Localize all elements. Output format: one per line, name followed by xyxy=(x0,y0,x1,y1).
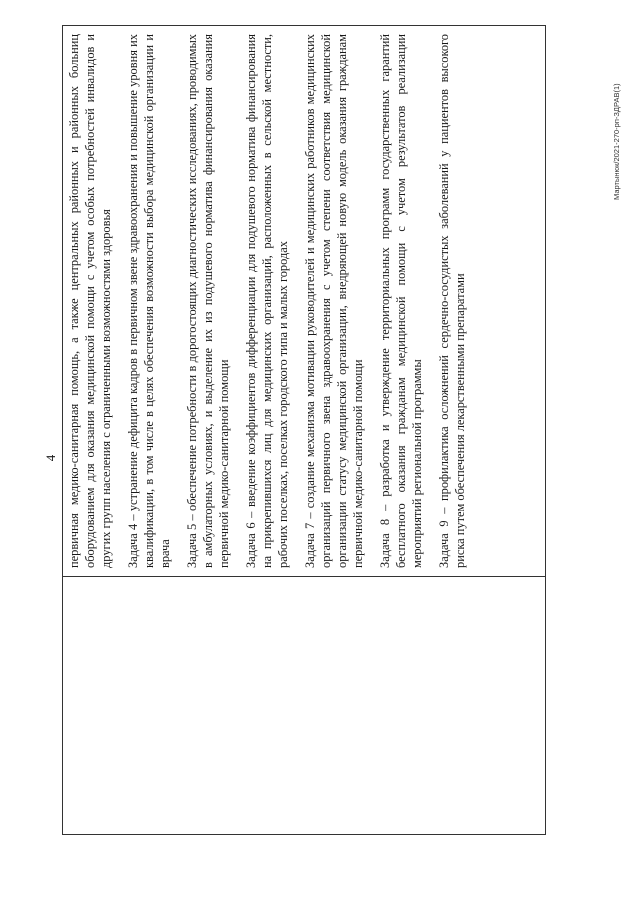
page-number: 4 xyxy=(43,454,58,462)
task-4-text: Задача 4 – устранение дефицита кадров в первичном звене здравоохранения и повышение уровня их квалификации, в том числе в целях обеспечения возможности выбора медицинской организации и врача xyxy=(126,34,172,568)
document-code-footer: Мартынюк/2021-270-рп-ЗДРАВ(1) xyxy=(612,83,621,200)
task-9-text: Задача 9 – профилактика осложнений сердечно-сосудистых заболеваний у пациентов высокого риска путем обеспечения лекарственными препаратами xyxy=(437,34,467,568)
tasks-table xyxy=(62,25,546,835)
task-7-text: Задача 7 – создание механизма мотивации руководителей и медицинских работников медицинских организаций первичного звена здравоохранения с учетом степени соответствия медицинской организации статусу медицинской организации, внедряющей новую модель оказания гражданам первичной медико-санитарной помощи xyxy=(303,34,365,568)
task-continuation-text: первичная медико-санитарная помощь, а также центральных районных и районных больниц оборудованием для оказания медицинской помощи с учетом особых потребностей инвалидов и других групп населения с ограниченными возможностями здоровья xyxy=(67,34,113,568)
table-row xyxy=(63,26,546,835)
tasks-cell xyxy=(63,26,546,577)
task-5-text: Задача 5 – обеспечение потребности в дорогостоящих диагностических исследованиях, проводимых в амбулаторных условиях, и выделение их из подушевого норматива финансирования оказания первичной медико-санитарной помощи xyxy=(185,34,231,568)
empty-column-cell xyxy=(63,577,546,835)
task-6-text: Задача 6 – введение коэффициентов дифференциации для подушевого норматива финансирования на прикрепившихся лиц для медицинских организаций, расположенных в сельской местности, рабочих поселках, поселках городского типа и малых городах xyxy=(244,34,290,568)
task-8-text: Задача 8 – разработка и утверждение территориальных программ государственных гарантий бесплатного оказания гражданам медицинской помощи с учетом результатов реализации мероприятий региональной программы xyxy=(378,34,424,568)
